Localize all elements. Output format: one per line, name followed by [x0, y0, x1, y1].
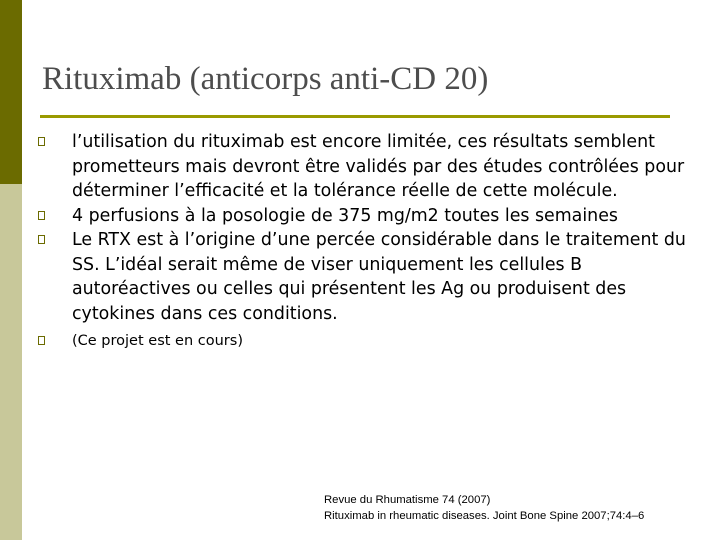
bullet-item [38, 204, 698, 229]
bullet-text: l’utilisation du rituximab est encore limitée, ces résultats semblent prometteurs mais devront être validés par des études contrôlées pour déterminer l’efficacité et la tolérance réelle de cette molécule. [72, 132, 685, 201]
bullet-text: Le RTX est à l’origine d’une percée considérable dans le traitement du SS. L’idéal serait même de viser uniquement les cellules B autoréactives ou celles qui présentent les Ag ou produisent des cytokines dans ces conditions. [72, 230, 686, 324]
title-underline [40, 115, 670, 118]
hollow-square-bullet-icon [38, 336, 45, 345]
bullet-text: (Ce projet est en cours) [72, 333, 243, 349]
bullet-item [38, 228, 698, 326]
sidebar-light-segment [0, 184, 22, 540]
sidebar-decoration [0, 0, 22, 540]
reference-citation [324, 492, 644, 524]
bullet-list [38, 130, 698, 351]
slide-title: Rituximab (anticorps anti-CD 20) [42, 61, 489, 97]
bullet-text: 4 perfusions à la posologie de 375 mg/m2 toutes les semaines [72, 205, 618, 226]
hollow-square-bullet-icon [38, 235, 45, 244]
bullet-item [38, 130, 698, 204]
hollow-square-bullet-icon [38, 211, 45, 220]
hollow-square-bullet-icon [38, 137, 45, 146]
reference-line-1: Revue du Rhumatisme 74 (2007) [324, 494, 491, 506]
sidebar-dark-segment [0, 0, 22, 184]
bullet-item [38, 331, 698, 351]
reference-line-2: Rituximab in rheumatic diseases. Joint Bone Spine 2007;74:4–6 [324, 510, 645, 522]
